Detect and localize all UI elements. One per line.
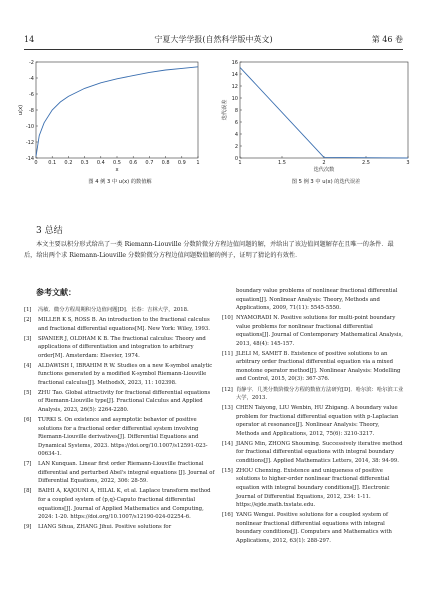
reference-text: YANG Wengui. Positive solutions for a coupled system of nonlinear fractional differential equations with integral boundary conditions[J]. Computers and Mathematics with Applications, 2012, 63(1): 288-297.: [236, 512, 392, 544]
references-right-column: [222, 287, 404, 547]
y-tick-label: 6: [234, 119, 238, 126]
reference-text: ALDAWISH I, IBRAHIM R W. Studies on a new K-symbol analytic functions generated by a modified K-symbol Riemann-Liouville fractional calculus[J]. MethodsX, 2023, 11: 102398.: [38, 362, 213, 386]
y-tick-label: 2: [234, 143, 238, 150]
reference-item: [24, 316, 217, 333]
reference-number: [11]: [222, 350, 233, 357]
reference-text: LIANG Sihua, ZHANG Jihui. Positive solutions for: [38, 524, 172, 531]
x-tick-label: 3: [406, 160, 410, 166]
reference-text: JIANG Min, ZHONG Shouming. Successively iterative method for fractional differential equations with integral boundary conditions[J]. Applied Mathematics Letters, 2014, 38: 94-99.: [236, 440, 403, 464]
reference-number: [9]: [24, 524, 32, 531]
reference-number: [16]: [222, 512, 233, 519]
y-tick-label: 14: [231, 71, 238, 78]
reference-item: [24, 523, 217, 532]
reference-item: [24, 306, 217, 315]
reference-item: [222, 287, 404, 313]
y-tick-label: -14: [25, 155, 34, 162]
references-left-column: [24, 306, 217, 533]
y-axis-label: u(x): [18, 104, 24, 116]
x-tick-label: 0.6: [129, 160, 138, 166]
x-tick-label: 0.5: [113, 160, 121, 166]
y-axis-label: 迭代误差: [222, 99, 228, 121]
reference-text: MILLER K S, ROSS B. An introduction to the fractional calculus and fractional differential equations[M]. New York: Wiley, 1993.: [38, 317, 210, 332]
reference-item: [24, 487, 217, 521]
reference-text: JLELI M, SAMET B. Existence of positive solutions to an arbitrary order fractional differential equation via a mixed monotone operator method[J]. Nonlinear Analysis: Modelling and Control, 2015, 20(3): 367-376.: [236, 350, 401, 383]
x-tick-label: 0.4: [96, 160, 105, 166]
x-tick-label: 0: [34, 160, 38, 166]
figure-5-caption: 图 5 例 3 中 u(x) 的迭代误差: [291, 179, 361, 185]
reference-number: [14]: [222, 440, 233, 447]
reference-text: NYAMORADI N. Positive solutions for multi-point boundary value problems for nonlinear fractional differential equations[J]. Journal of Contemporary Mathematical Analysis, 2013, 48(4): 145-157.: [236, 315, 403, 347]
y-tick-label: -2: [29, 59, 34, 66]
reference-text: SPANIER J, OLDHAM K B. The fractional calculus: Theory and applications of differentiation and integration to arbitrary order[M]. Amsterdam: Elsevier, 1974.: [38, 335, 206, 359]
section-paragraph: 本文主要以积分形式给出了一类 Riemann-Liouville 分数阶微分方程边值问题的解，并给出了该边值问题解存在且唯一的条件．最后，给出两个求 Riemann-Liouville 分数阶微分方程边值问题数值解的例子，证明了猜论的有效性．: [24, 241, 394, 259]
reference-number: [12]: [222, 386, 233, 393]
reference-number: [1]: [24, 307, 32, 313]
reference-text: CHEN Taiyong, LIU Wenbin, HU Zhigang. A boundary value problem for fractional differential equation with p-Laplacian operator at resonance[J]. Nonlinear Analysis: Theory, Methods and Applications, 2012, 75(6): 3210-3217.: [236, 405, 399, 437]
x-tick-label: 1: [238, 160, 242, 166]
reference-item: [222, 511, 404, 545]
page-number: 14: [24, 35, 35, 44]
y-tick-label: 16: [231, 59, 238, 66]
section-title: 3 总结: [36, 226, 63, 236]
x-tick-label: 0.7: [145, 160, 154, 166]
y-tick-label: -4: [29, 75, 34, 82]
reference-item: [222, 440, 404, 466]
reference-item: [222, 404, 404, 438]
reference-item: [24, 460, 217, 486]
x-tick-label: 2: [322, 160, 326, 166]
series-line: [240, 67, 408, 158]
plot-frame: [36, 62, 198, 158]
reference-number: [3]: [24, 335, 32, 342]
x-tick-label: 0.9: [177, 160, 186, 166]
references-title: 参考文献：: [36, 288, 76, 297]
y-tick-label: -10: [25, 123, 34, 130]
figure-4-chart: [14, 56, 210, 174]
y-tick-label: 4: [234, 131, 238, 138]
reference-text: BAIHI A, KAJOUNI A, HILAL K, et al. Laplace transform method for a coupled system of (p,q)-Caputo fractional differential equations[J]. Journal of Applied Mathematics and Computing, 2024: 1-20. https://doi.org/10.1007/s12190-024-02254-6.: [38, 488, 211, 521]
series-line: [36, 67, 198, 157]
figure-5-chart: [220, 56, 416, 174]
y-tick-label: 0: [234, 155, 238, 162]
y-tick-label: 10: [231, 95, 238, 102]
reference-item: [222, 467, 404, 510]
reference-number: [2]: [24, 317, 32, 324]
reference-text: LAN Kunquan. Linear first order Riemann-Liouville fractional differential and perturbed Abel's integral equations [J]. Journal of Differential Equations, 2022, 306: 28-59.: [38, 461, 215, 485]
reference-item: [24, 335, 217, 361]
x-axis-label: 迭代次数: [313, 167, 335, 173]
reference-number: [5]: [24, 389, 32, 396]
x-tick-label: 1.5: [278, 160, 286, 166]
reference-item: [24, 416, 217, 459]
header-rule: [24, 49, 403, 50]
x-tick-label: 0.2: [64, 160, 73, 166]
reference-text: 冯敏．微分方程周期积分边值问题[D]．长春：吉林大学，2018.: [38, 307, 189, 313]
y-tick-label: -12: [25, 139, 34, 146]
volume-label: 第 46 卷: [371, 35, 403, 44]
journal-title: 宁夏大学学报(自然科学版中英文): [154, 35, 273, 44]
reference-item: [222, 314, 404, 348]
plot-frame: [240, 62, 408, 158]
reference-text: ZHOU Chenxing. Existence and uniqueness of positive solutions to higher-order nonlinear fractional differential equation with integral boundary conditions[J]. Electronic Journal of Differential Equations, 2012, 234: 1-11. https://ejde.math.txstate.edu.: [236, 467, 390, 509]
reference-number: [7]: [24, 461, 32, 468]
y-tick-label: 8: [234, 107, 238, 114]
reference-item: [222, 350, 404, 384]
x-tick-label: 2.5: [362, 160, 370, 166]
reference-item: [24, 389, 217, 415]
x-tick-label: 0.8: [161, 160, 170, 166]
y-tick-label: 12: [231, 83, 238, 90]
reference-item: [222, 386, 404, 403]
reference-text: 肖静宇．几类分数阶微分方程的数值方法研究[D]．哈尔滨：哈尔滨工业大学，2013.: [236, 386, 404, 402]
reference-number: [8]: [24, 488, 32, 495]
reference-text: boundary value problems of nonlinear fractional differential equation[J]. Nonlinear Analysis: Theory, Methods and Applications, 2009, 71(11): 5545-5550.: [236, 288, 398, 312]
reference-number: [10]: [222, 315, 233, 322]
reference-number: [6]: [24, 417, 32, 424]
reference-number: [15]: [222, 467, 233, 474]
x-axis-label: x: [115, 167, 119, 173]
x-tick-label: 0.1: [48, 160, 57, 166]
y-tick-label: -8: [29, 107, 34, 114]
reference-text: TURKI S. On existence and asymptotic behavior of positive solutions for a fractional order differential system involving Riemann-Liouville derivatives[J]. Differential Equations and Dynamical Systems, 2023. https://doi.org/10.1007/s12591-023-00634-1.: [38, 417, 208, 458]
y-tick-label: -6: [29, 91, 34, 98]
reference-number: [4]: [24, 362, 32, 369]
x-tick-label: 1: [196, 160, 200, 166]
figure-4-caption: 图 4 例 3 中 u(x) 的数值解: [88, 179, 152, 185]
x-tick-label: 0.3: [80, 160, 89, 166]
page-header: [24, 34, 403, 46]
reference-item: [24, 362, 217, 388]
reference-number: [13]: [222, 405, 233, 412]
reference-text: ZHU Tao. Global attractivity for fractional differential equations of Riemann-Liouville type[J]. Fractional Calculus and Applied Analysis, 2023, 26(5): 2264-2280.: [38, 389, 211, 414]
